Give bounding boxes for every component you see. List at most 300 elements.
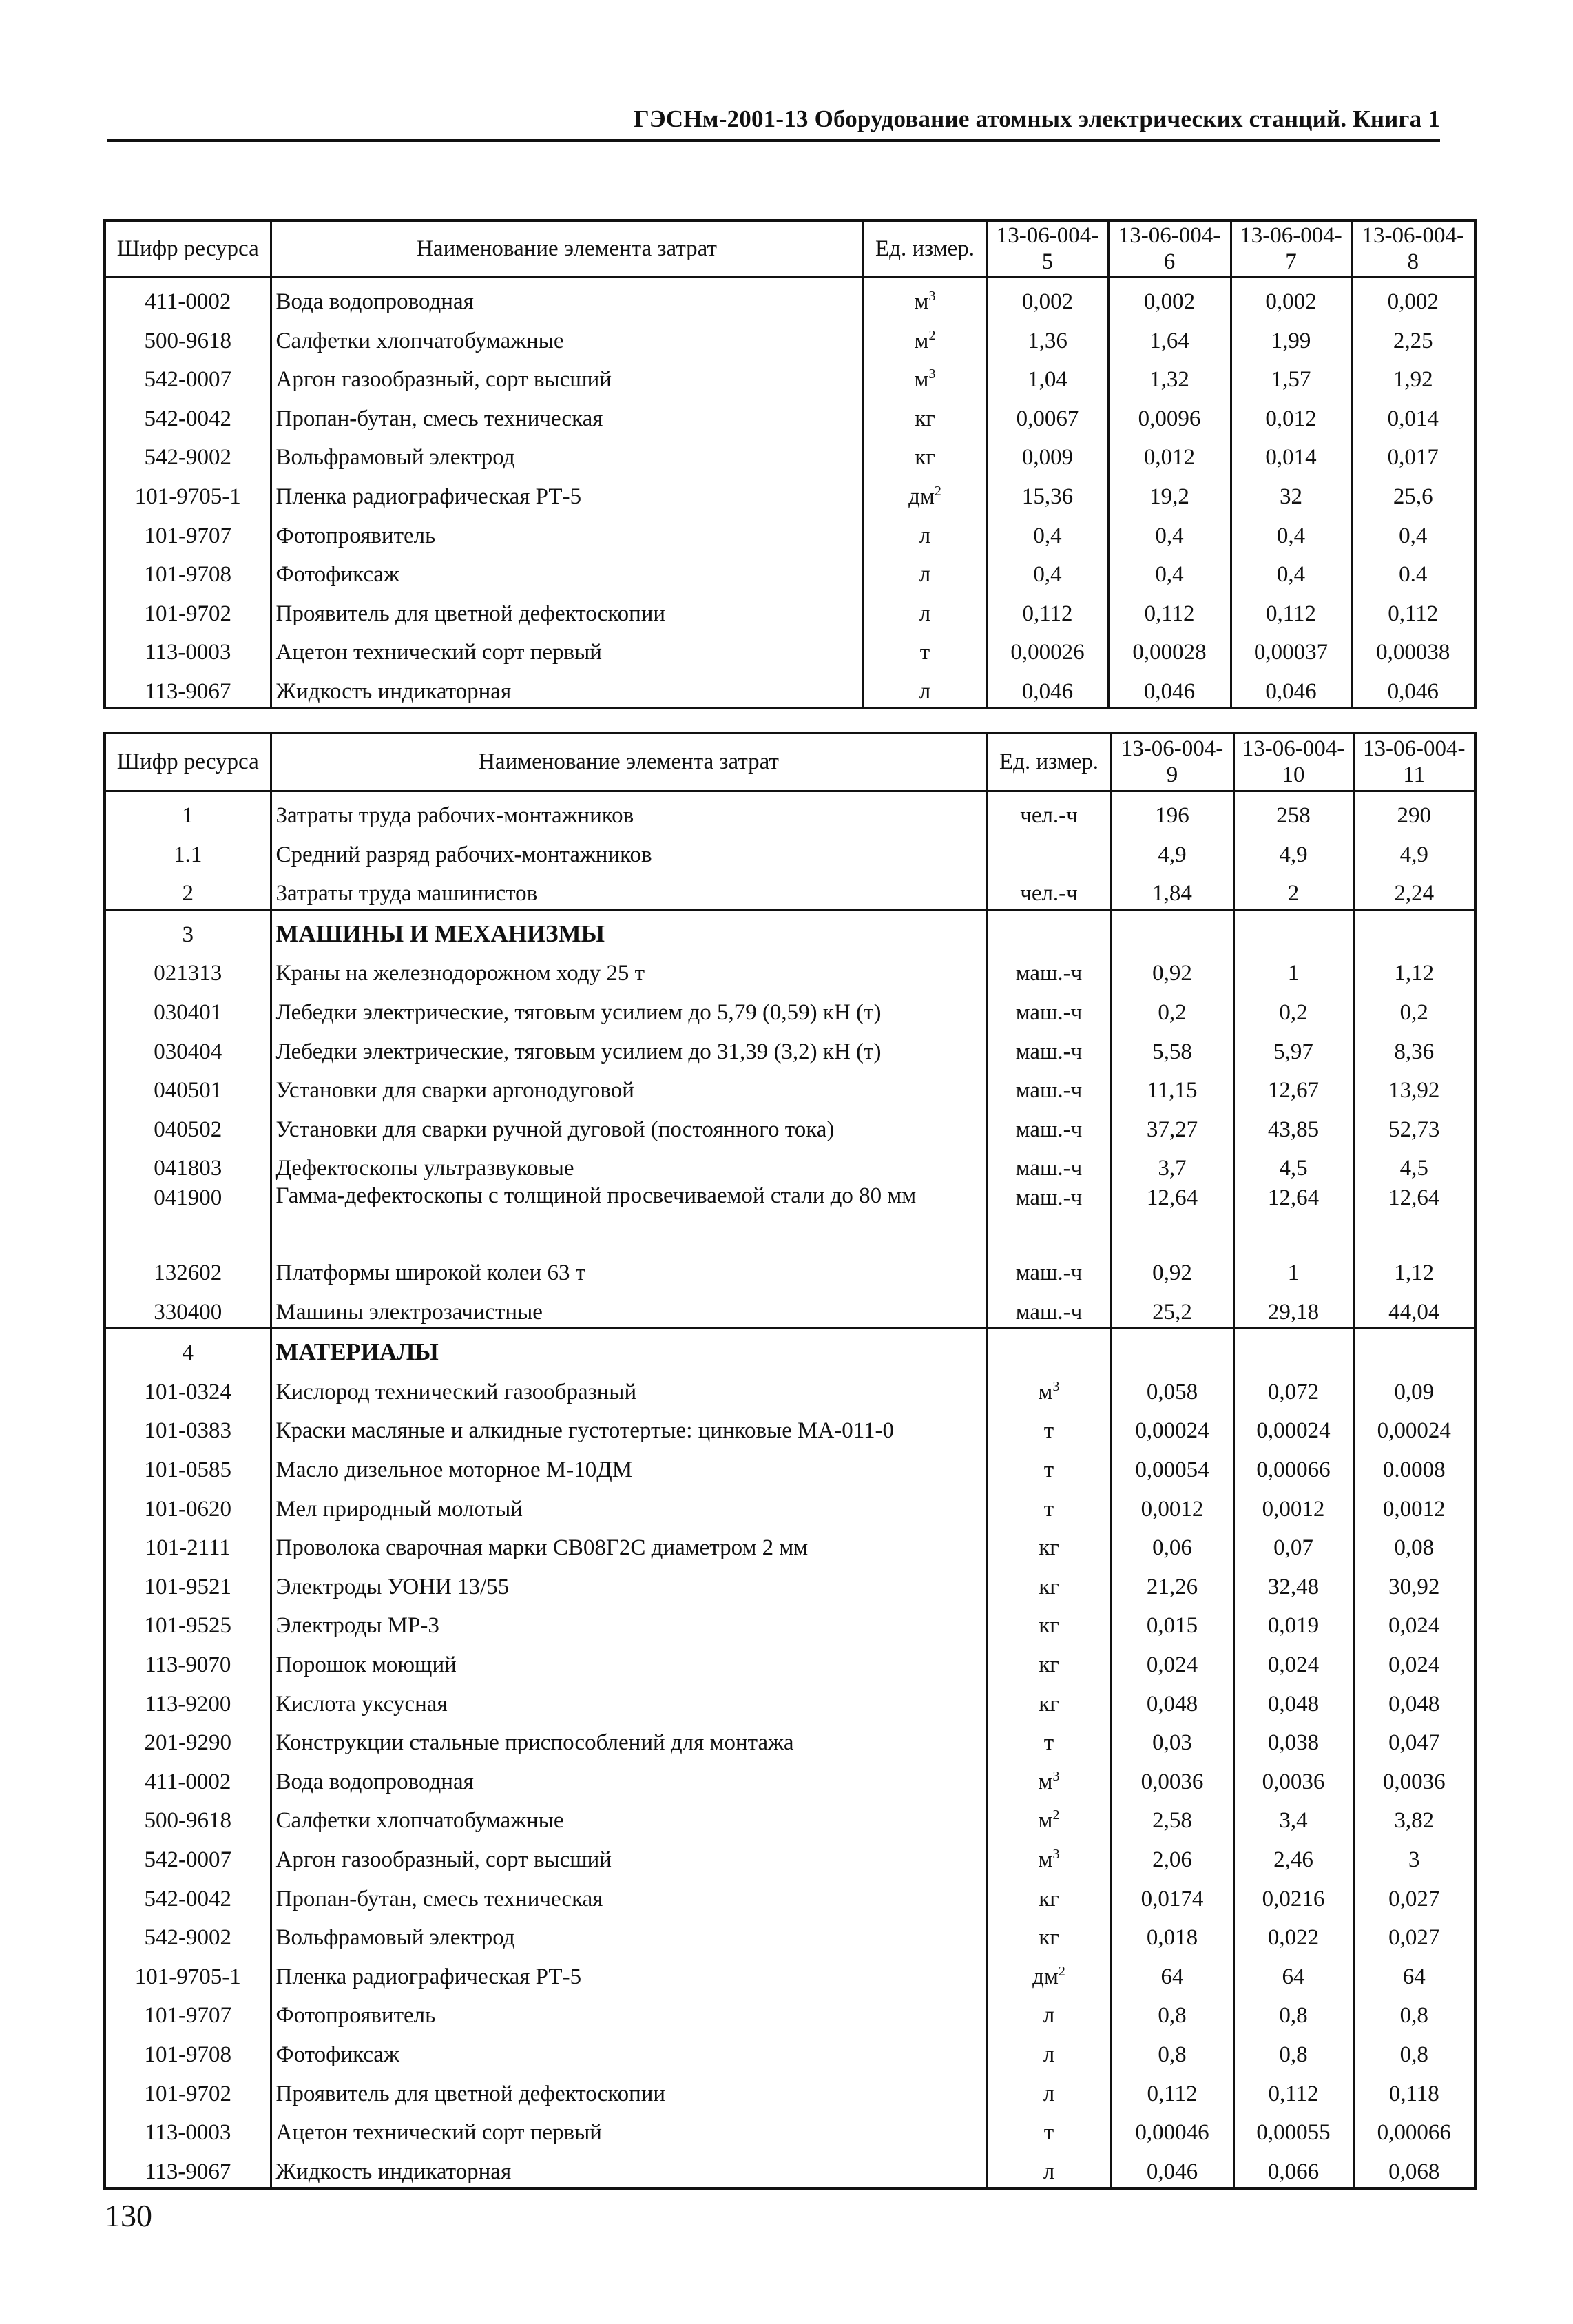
unit-text: т	[1043, 2120, 1054, 2146]
value-cell: 0,072	[1233, 1368, 1353, 1407]
value-cell: 0,027	[1353, 1875, 1475, 1914]
value-cell	[1233, 910, 1353, 950]
table-row	[105, 590, 1475, 629]
value-cell: 0,118	[1353, 2070, 1475, 2109]
value-cell: 0,012	[1108, 434, 1231, 473]
value-cell: 0,112	[1111, 2070, 1233, 2109]
value-cell: 4,9	[1233, 831, 1353, 870]
table-row	[105, 1953, 1475, 1992]
cost-element-name: Дефектоскопы ультразвуковые	[271, 1145, 987, 1184]
unit-cell	[987, 791, 1111, 831]
section-row	[105, 1328, 1475, 1368]
value-cell: 4,5	[1353, 1145, 1475, 1184]
unit-text: чел.-ч	[1020, 803, 1078, 829]
header-col: 13-06-004-5	[987, 220, 1108, 277]
unit-cell	[987, 1183, 1111, 1249]
value-cell: 1,12	[1353, 1249, 1475, 1288]
value-cell: 0,0012	[1353, 1485, 1475, 1524]
resource-code: 040502	[154, 1117, 222, 1142]
value-cell: 0,068	[1353, 2148, 1475, 2188]
value-cell: 5,97	[1233, 1028, 1353, 1067]
table-row	[105, 2031, 1475, 2070]
unit-text: т	[1043, 1496, 1054, 1522]
value-cell: 0,00046	[1111, 2109, 1233, 2148]
resource-code: 542-0042	[144, 1886, 231, 1911]
table-row	[105, 1067, 1475, 1106]
value-cell: 44,04	[1353, 1288, 1475, 1328]
value-cell: 25,6	[1351, 473, 1475, 512]
value-cell: 1,32	[1108, 356, 1231, 395]
unit-cell	[987, 1067, 1111, 1106]
value-cell	[1111, 910, 1233, 950]
value-cell: 0,027	[1353, 1914, 1475, 1953]
value-cell: 4,5	[1233, 1145, 1353, 1184]
table-row	[105, 1680, 1475, 1719]
unit-text: м	[914, 328, 929, 353]
page-header: ГЭСНм-2001-13 Оборудование атомных электрических станций. Книга 1	[107, 103, 1440, 142]
value-cell: 3,4	[1233, 1797, 1353, 1836]
table-row	[105, 2070, 1475, 2109]
value-cell: 0,00066	[1233, 1446, 1353, 1485]
value-cell: 0,046	[987, 667, 1108, 708]
value-cell: 25,2	[1111, 1288, 1233, 1328]
unit-cell	[987, 1602, 1111, 1641]
table-row	[105, 1719, 1475, 1758]
cost-element-name: Масло дизельное моторное М-10ДМ	[271, 1446, 987, 1485]
value-cell: 5,58	[1111, 1028, 1233, 1067]
value-cell: 32	[1231, 473, 1351, 512]
resource-code: 040501	[154, 1078, 222, 1103]
value-cell: 0,002	[987, 277, 1108, 317]
value-cell: 0,0067	[987, 395, 1108, 434]
cost-element-name: Проявитель для цветной дефектоскопии	[271, 2070, 987, 2109]
cost-element-name: Конструкции стальные приспособлений для монтажа	[271, 1719, 987, 1758]
section-row	[105, 910, 1475, 950]
value-cell: 1,57	[1231, 356, 1351, 395]
cost-element-name: Платформы широкой колеи 63 т	[271, 1249, 987, 1288]
value-cell: 0.4	[1351, 551, 1475, 590]
unit-cell	[863, 512, 987, 551]
value-cell: 0,047	[1353, 1719, 1475, 1758]
table-row	[105, 1758, 1475, 1797]
unit-cell	[863, 395, 987, 434]
value-cell: 0,0036	[1111, 1758, 1233, 1797]
resource-code: 542-9002	[144, 1925, 231, 1951]
value-cell: 196	[1111, 791, 1233, 831]
value-cell: 0,046	[1231, 667, 1351, 708]
unit-text: маш.-ч	[1015, 1117, 1083, 1142]
cost-element-name: Затраты труда рабочих-монтажников	[271, 791, 987, 831]
cost-element-name: Пленка радиографическая РТ-5	[271, 473, 863, 512]
unit-cell	[987, 1485, 1111, 1524]
table-row	[105, 1992, 1475, 2031]
value-cell: 0,00037	[1231, 629, 1351, 668]
resource-code: 500-9618	[144, 1808, 231, 1834]
header-col: 13-06-004-11	[1353, 733, 1475, 791]
unit-superscript: 2	[1052, 1807, 1060, 1823]
cost-element-name: Фотофиксаж	[271, 2031, 987, 2070]
unit-cell	[863, 551, 987, 590]
resource-code: 132602	[154, 1260, 222, 1286]
value-cell: 0,4	[987, 551, 1108, 590]
value-cell: 0,048	[1233, 1680, 1353, 1719]
cost-element-name: Жидкость индикаторная	[271, 2148, 987, 2188]
value-cell: 0,00026	[987, 629, 1108, 668]
resource-code: 101-9707	[144, 2003, 231, 2029]
value-cell: 3	[1353, 1836, 1475, 1875]
value-cell: 0,009	[987, 434, 1108, 473]
table-row	[105, 791, 1475, 831]
value-cell: 4,9	[1111, 831, 1233, 870]
header-unit: Ед. измер.	[987, 733, 1111, 791]
cost-element-name: Средний разряд рабочих-монтажников	[271, 831, 987, 870]
resource-code: 542-0042	[144, 406, 231, 431]
unit-cell	[987, 1797, 1111, 1836]
value-cell: 0,002	[1231, 277, 1351, 317]
value-cell: 0,03	[1111, 1719, 1233, 1758]
table-row	[105, 1183, 1475, 1249]
value-cell: 19,2	[1108, 473, 1231, 512]
cost-element-name: Машины электрозачистные	[271, 1288, 987, 1328]
unit-cell	[987, 1145, 1111, 1184]
resource-code: 101-0324	[144, 1379, 231, 1404]
unit-cell	[863, 667, 987, 708]
unit-cell	[987, 1758, 1111, 1797]
value-cell: 0,019	[1233, 1602, 1353, 1641]
value-cell: 12,64	[1111, 1183, 1233, 1249]
value-cell: 64	[1111, 1953, 1233, 1992]
table-row	[105, 831, 1475, 870]
unit-text: маш.-ч	[1015, 1156, 1083, 1181]
value-cell: 0,112	[1351, 590, 1475, 629]
table-row	[105, 1249, 1475, 1288]
value-cell: 0,4	[987, 512, 1108, 551]
value-cell: 0,012	[1231, 395, 1351, 434]
unit-cell	[987, 1524, 1111, 1564]
value-cell: 0,0036	[1233, 1758, 1353, 1797]
unit-superscript: 3	[1052, 1846, 1060, 1862]
value-cell: 0,8	[1353, 2031, 1475, 2070]
table-row	[105, 1288, 1475, 1328]
value-cell: 64	[1233, 1953, 1353, 1992]
unit-text: маш.-ч	[1015, 1039, 1083, 1064]
table-row	[105, 1368, 1475, 1407]
unit-text: л	[919, 562, 931, 588]
unit-cell	[987, 1641, 1111, 1680]
value-cell: 0,046	[1351, 667, 1475, 708]
resource-code: 113-9067	[145, 2159, 231, 2184]
table-row	[105, 395, 1475, 434]
value-cell: 0,8	[1111, 1992, 1233, 2031]
unit-text: л	[919, 601, 931, 626]
value-cell: 32,48	[1233, 1563, 1353, 1602]
table-row	[105, 667, 1475, 708]
cost-element-name: Лебедки электрические, тяговым усилием до 5,79 (0,59) кН (т)	[271, 988, 987, 1028]
unit-text: маш.-ч	[1015, 1260, 1083, 1286]
unit-text: кг	[1039, 1652, 1059, 1677]
value-cell: 0,038	[1233, 1719, 1353, 1758]
header-col: 13-06-004-10	[1233, 733, 1353, 791]
value-cell: 0,017	[1351, 434, 1475, 473]
unit-cell	[987, 1719, 1111, 1758]
cost-element-name: Электроды УОНИ 13/55	[271, 1563, 987, 1602]
table-row	[105, 1028, 1475, 1067]
cost-element-name: МАТЕРИАЛЫ	[271, 1328, 987, 1368]
unit-superscript: 2	[1058, 1963, 1065, 1979]
header-col: 13-06-004-9	[1111, 733, 1233, 791]
unit-superscript: 3	[928, 366, 936, 382]
value-cell: 0,00024	[1353, 1407, 1475, 1446]
value-cell: 4,9	[1353, 831, 1475, 870]
resource-code: 101-0620	[144, 1496, 231, 1522]
unit-cell	[987, 988, 1111, 1028]
cost-element-name: Мел природный молотый	[271, 1485, 987, 1524]
table-row	[105, 629, 1475, 668]
cost-element-name: Фотопроявитель	[271, 1992, 987, 2031]
cost-element-name: Пленка радиографическая РТ-5	[271, 1953, 987, 1992]
unit-cell	[987, 910, 1111, 950]
unit-cell	[987, 1992, 1111, 2031]
unit-text: м	[1038, 1808, 1053, 1834]
cost-element-name: Затраты труда машинистов	[271, 870, 987, 910]
table-row	[105, 512, 1475, 551]
resource-code: 101-9702	[144, 2081, 231, 2106]
unit-cell	[987, 831, 1111, 870]
unit-cell	[987, 1106, 1111, 1145]
value-cell: 3,7	[1111, 1145, 1233, 1184]
unit-text: м	[914, 289, 929, 315]
value-cell: 0,4	[1231, 512, 1351, 551]
table-row	[105, 2148, 1475, 2188]
unit-text: дм	[908, 484, 935, 510]
unit-text: л	[1043, 2003, 1055, 2029]
resource-code: 113-0003	[145, 2120, 231, 2146]
unit-cell	[987, 950, 1111, 989]
table-row	[105, 434, 1475, 473]
unit-cell	[987, 2148, 1111, 2188]
header-unit: Ед. измер.	[863, 220, 987, 277]
value-cell: 0,014	[1231, 434, 1351, 473]
value-cell: 0,0012	[1111, 1485, 1233, 1524]
resource-code: 542-9002	[144, 445, 231, 470]
table-row	[105, 1641, 1475, 1680]
value-cell: 0,066	[1233, 2148, 1353, 2188]
value-cell: 0,8	[1233, 1992, 1353, 2031]
unit-cell	[987, 870, 1111, 910]
cost-element-name: Кислород технический газообразный	[271, 1368, 987, 1407]
cost-element-name: Электроды МР-3	[271, 1602, 987, 1641]
value-cell: 0,112	[1233, 2070, 1353, 2109]
value-cell: 0,00028	[1108, 629, 1231, 668]
unit-text: м	[1038, 1847, 1053, 1872]
value-cell: 1	[1233, 950, 1353, 989]
value-cell: 21,26	[1111, 1563, 1233, 1602]
value-cell: 12,64	[1353, 1183, 1475, 1249]
resource-code: 030404	[154, 1039, 222, 1064]
resource-code: 101-9708	[144, 562, 231, 588]
cost-element-name: Установки для сварки аргонодуговой	[271, 1067, 987, 1106]
value-cell: 0,048	[1111, 1680, 1233, 1719]
table-row	[105, 1145, 1475, 1184]
header-col: 13-06-004-7	[1231, 220, 1351, 277]
value-cell: 0,00024	[1233, 1407, 1353, 1446]
unit-cell	[987, 1875, 1111, 1914]
unit-text: л	[1043, 2042, 1055, 2067]
resource-code: 542-0007	[144, 367, 231, 393]
unit-cell	[987, 1368, 1111, 1407]
value-cell: 0,00054	[1111, 1446, 1233, 1485]
cost-element-name: Краски масляные и алкидные густотертые: цинковые МА-011-0	[271, 1407, 987, 1446]
resource-code: 3	[105, 910, 271, 950]
unit-text: т	[1043, 1418, 1054, 1444]
resource-code: 411-0002	[145, 1769, 231, 1794]
cost-element-name: Ацетон технический сорт первый	[271, 629, 863, 668]
unit-superscript: 3	[1052, 1378, 1060, 1394]
resource-code: 113-9067	[145, 679, 231, 705]
value-cell: 0,8	[1233, 2031, 1353, 2070]
value-cell: 13,92	[1353, 1067, 1475, 1106]
cost-element-name: Жидкость индикаторная	[271, 667, 863, 708]
header-code: Шифр ресурса	[105, 220, 271, 277]
resource-code: 101-9521	[144, 1574, 231, 1599]
value-cell: 8,36	[1353, 1028, 1475, 1067]
value-cell: 0.0008	[1353, 1446, 1475, 1485]
unit-text: т	[1043, 1730, 1054, 1756]
resource-code: 113-9200	[145, 1691, 231, 1716]
table-row	[105, 277, 1475, 317]
value-cell: 0,2	[1233, 988, 1353, 1028]
value-cell: 0,4	[1108, 551, 1231, 590]
table-row	[105, 1914, 1475, 1953]
value-cell: 0,08	[1353, 1524, 1475, 1564]
value-cell: 0,4	[1108, 512, 1231, 551]
unit-text: м	[914, 367, 929, 393]
value-cell: 0,024	[1233, 1641, 1353, 1680]
unit-cell	[863, 629, 987, 668]
value-cell: 0,0096	[1108, 395, 1231, 434]
unit-text: л	[1043, 2081, 1055, 2106]
value-cell: 0,112	[1108, 590, 1231, 629]
value-cell: 12,64	[1233, 1183, 1353, 1249]
table-row	[105, 1106, 1475, 1145]
cost-element-name: Кислота уксусная	[271, 1680, 987, 1719]
unit-text: дм	[1032, 1964, 1059, 1989]
resource-code: 2	[182, 881, 194, 906]
cost-element-name: Вольфрамовый электрод	[271, 1914, 987, 1953]
unit-text: л	[919, 679, 931, 705]
unit-cell	[863, 434, 987, 473]
value-cell: 0,024	[1353, 1602, 1475, 1641]
value-cell: 0,046	[1108, 667, 1231, 708]
resource-code: 1	[182, 803, 194, 829]
unit-text: кг	[1039, 1691, 1059, 1716]
value-cell: 1,36	[987, 317, 1108, 356]
value-cell: 0,022	[1233, 1914, 1353, 1953]
unit-cell	[987, 1028, 1111, 1067]
unit-superscript: 2	[934, 484, 941, 499]
value-cell: 1,12	[1353, 950, 1475, 989]
unit-text: т	[919, 640, 930, 665]
unit-cell	[987, 2031, 1111, 2070]
resource-code: 101-9525	[144, 1613, 231, 1639]
unit-cell	[987, 1328, 1111, 1368]
unit-text: кг	[1039, 1574, 1059, 1599]
resource-code: 500-9618	[144, 328, 231, 353]
value-cell: 3,82	[1353, 1797, 1475, 1836]
cost-element-name: Ацетон технический сорт первый	[271, 2109, 987, 2148]
cost-element-name: Пропан-бутан, смесь техническая	[271, 1875, 987, 1914]
resource-code: 101-9705-1	[134, 484, 241, 510]
unit-text: л	[919, 523, 931, 548]
unit-text: л	[1043, 2159, 1055, 2184]
value-cell: 0,09	[1353, 1368, 1475, 1407]
value-cell: 0,0216	[1233, 1875, 1353, 1914]
value-cell: 0,92	[1111, 950, 1233, 989]
value-cell: 2,58	[1111, 1797, 1233, 1836]
cost-element-name: Порошок моющий	[271, 1641, 987, 1680]
table-row	[105, 473, 1475, 512]
value-cell: 37,27	[1111, 1106, 1233, 1145]
cost-element-name: Вольфрамовый электрод	[271, 434, 863, 473]
value-cell: 64	[1353, 1953, 1475, 1992]
resource-code: 201-9290	[144, 1730, 231, 1756]
value-cell	[1353, 1328, 1475, 1368]
table-row	[105, 1485, 1475, 1524]
cost-element-name: Салфетки хлопчатобумажные	[271, 317, 863, 356]
value-cell: 0,024	[1111, 1641, 1233, 1680]
value-cell: 11,15	[1111, 1067, 1233, 1106]
resource-code: 113-0003	[145, 640, 231, 665]
value-cell: 2	[1233, 870, 1353, 910]
unit-cell	[987, 1680, 1111, 1719]
header-name: Наименование элемента затрат	[271, 220, 863, 277]
table-row	[105, 1602, 1475, 1641]
unit-text: м	[1038, 1379, 1053, 1404]
unit-cell	[987, 2070, 1111, 2109]
value-cell: 1	[1233, 1249, 1353, 1288]
resource-code: 101-0585	[144, 1457, 231, 1482]
unit-text: кг	[915, 445, 935, 470]
value-cell	[1111, 1328, 1233, 1368]
value-cell: 0,4	[1231, 551, 1351, 590]
cost-element-name: Пропан-бутан, смесь техническая	[271, 395, 863, 434]
resource-code: 101-9702	[144, 601, 231, 626]
value-cell: 0,112	[987, 590, 1108, 629]
value-cell: 0,0174	[1111, 1875, 1233, 1914]
resource-code: 1.1	[174, 842, 202, 867]
resource-code: 021313	[154, 961, 222, 986]
header-col: 13-06-004-6	[1108, 220, 1231, 277]
unit-cell	[987, 1563, 1111, 1602]
unit-cell	[987, 1446, 1111, 1485]
cost-element-name: Аргон газообразный, сорт высший	[271, 356, 863, 395]
value-cell: 0,07	[1233, 1524, 1353, 1564]
header-name: Наименование элемента затрат	[271, 733, 987, 791]
table-row	[105, 1524, 1475, 1564]
value-cell: 0,018	[1111, 1914, 1233, 1953]
cost-element-name: МАШИНЫ И МЕХАНИЗМЫ	[271, 910, 987, 950]
resource-code: 113-9070	[145, 1652, 231, 1677]
value-cell: 0,024	[1353, 1641, 1475, 1680]
unit-cell	[987, 1288, 1111, 1328]
page-number: 130	[105, 2198, 152, 2233]
unit-text: м	[1038, 1769, 1053, 1794]
cost-element-name: Аргон газообразный, сорт высший	[271, 1836, 987, 1875]
unit-text: чел.-ч	[1020, 881, 1078, 906]
table-row	[105, 1407, 1475, 1446]
unit-cell	[987, 1407, 1111, 1446]
resource-code: 041900	[154, 1185, 222, 1211]
